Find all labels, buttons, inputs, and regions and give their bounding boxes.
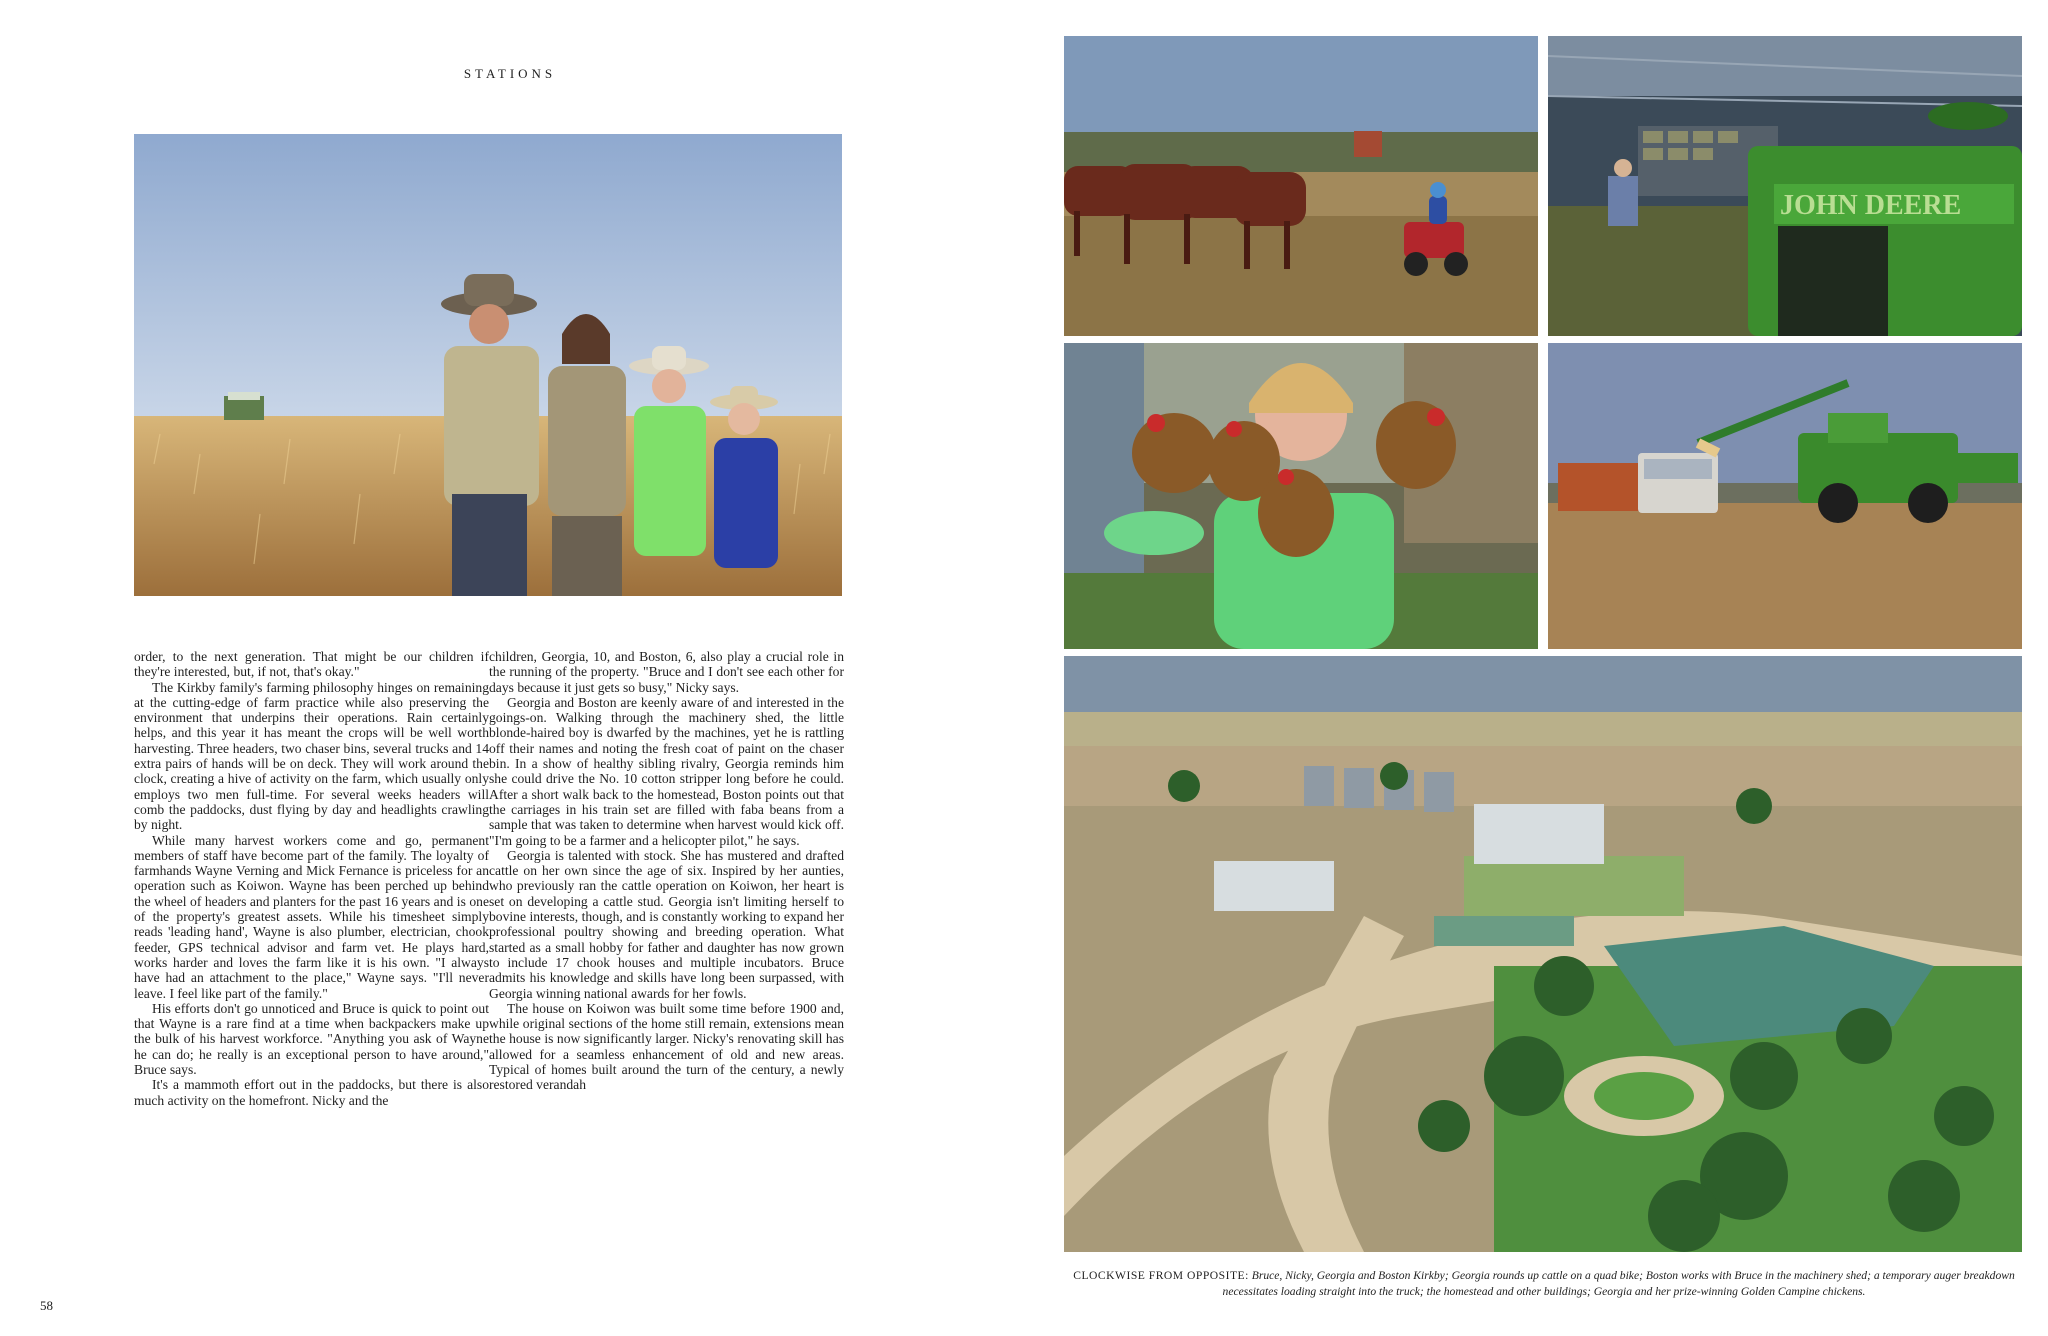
auger-truck-photo <box>1548 343 2022 649</box>
cattle-quad-bike-photo <box>1064 36 1538 336</box>
homestead-aerial-photo <box>1064 656 2022 1252</box>
body-column-left <box>134 649 489 1108</box>
photo-caption <box>1064 1268 2024 1300</box>
page-number: 58 <box>40 1298 53 1313</box>
body-paragraph: Georgia and Boston are keenly aware of and interested in the goings-on. Walking through the machinery shed, the little blonde-haired boy is dwarfed by the machines, yet he is rattling off their names and noting the fresh coat of paint on the chaser bin. In a show of healthy sibling rivalry, Georgia reminds him she could drive the No. 10 cotton stripper long before he could. After a short walk back to the homestead, Boston points out that the carriages in his train set are filled with faba beans from a sample that was taken to determine when harvest would kick off. "I'm going to be a farmer and a helicopter pilot," he says. <box>489 694 844 848</box>
caption-text: Bruce, Nicky, Georgia and Boston Kirkby; Georgia rounds up cattle on a quad bike; Boston works with Bruce in the machinery shed; a temporary auger breakdown necessitates loading straight into the truck; the homestead and other buildings; Georgia and her prize-winning Golden Campine chickens. <box>1222 1269 2015 1298</box>
caption-lead: CLOCKWISE FROM OPPOSITE: <box>1073 1269 1249 1282</box>
body-paragraph: While many harvest workers come and go, permanent members of staff have become part of the family. The loyalty of farmhands Wayne Verning and Mick Fernance is priceless for an operation such as Koiwon. Wayne has been perched up behind the wheel of headers and planters for the past 16 years and is one of the property's greatest assets. While his timesheet simply reads 'leading hand', Wayne is also plumber, electrician, chook feeder, GPS technical advisor and farm vet. He plays hard, works harder and loves the farm like it is his own. "I always have had an attachment to the place," Wayne says. "I'll never leave. I feel like part of the family." <box>134 832 489 1001</box>
body-column-right <box>489 649 844 1093</box>
body-paragraph: The house on Koiwon was built some time before 1900 and, while original sections of the home still remain, extensions mean the house is now significantly larger. Nicky's renovating skill has allowed for a seamless enhancement of old and new areas. Typical of homes built around the turn of the century, a newly restored verandah <box>489 1000 844 1093</box>
machinery-shed-photo <box>1548 36 2022 336</box>
body-paragraph: The Kirkby family's farming philosophy hinges on remaining at the cutting-edge of farm practice while also preserving the environment that underpins their operations. Rain certainly helps, and this year it has meant the crops will be well worth harvesting. Three headers, two chaser bins, several trucks and 14 extra pairs of hands will be on deck. They will work around the clock, creating a hive of activity on the farm, which usually only employs two men full-time. For several weeks headers will comb the paddocks, dust flying by day and headlights crawling by night. <box>134 679 489 833</box>
tractor-brand-text: JOHN DEERE <box>1780 190 1962 221</box>
body-paragraph: children, Georgia, 10, and Boston, 6, also play a crucial role in the running of the property. "Bruce and I don't see each other for days because it just gets so busy," Nicky says. <box>489 649 844 695</box>
body-paragraph: Georgia is talented with stock. She has mustered and drafted cattle on her own since the age of six. Inspired by her aunties, who previously ran the cattle operation on Koiwon, her heart is set on developing a cattle stud. Georgia isn't limiting herself to bovine interests, though, and is constantly working to expand her professional poultry showing and breeding operation. What started as a small hobby for father and daughter has now grown to include 17 chook houses and multiple incubators. Bruce admits his knowledge and skills have long been surpassed, with Georgia winning national awards for her fowls. <box>489 847 844 1001</box>
chickens-photo <box>1064 343 1538 649</box>
section-label: STATIONS <box>463 66 557 81</box>
body-paragraph: order, to the next generation. That might be our children if they're interested, but, if not, that's okay." <box>134 649 489 680</box>
body-paragraph: It's a mammoth effort out in the paddocks, but there is also much activity on the homefront. Nicky and the <box>134 1077 489 1108</box>
body-paragraph: His efforts don't go unnoticed and Bruce is quick to point out that Wayne is a rare find at a time when backpackers make up the bulk of his harvest workforce. "Anything you ask of Wayne he can do; he really is an exceptional person to have around," Bruce says. <box>134 1000 489 1078</box>
family-portrait-photo <box>134 134 842 596</box>
